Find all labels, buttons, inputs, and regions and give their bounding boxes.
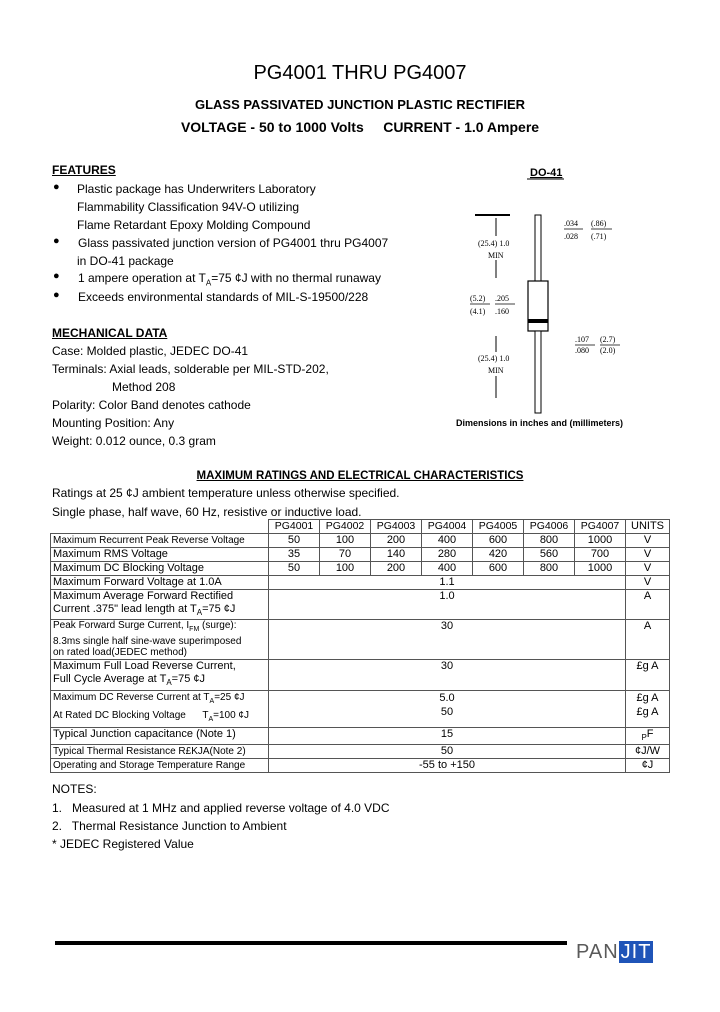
- dim-text: (5.2): [470, 294, 486, 303]
- mechanical-line: Terminals: Axial leads, solderable per MIL-STD-202,: [52, 362, 329, 376]
- dim-text: .107: [575, 335, 589, 344]
- notes-heading: NOTES:: [52, 782, 97, 796]
- package-diagram: [450, 160, 650, 440]
- features-heading: FEATURES: [52, 163, 116, 177]
- package-label: DO-41: [530, 167, 563, 179]
- dim-text: (.71): [591, 232, 607, 241]
- note-line: * JEDEC Registered Value: [52, 837, 194, 851]
- ratings-note: Single phase, half wave, 60 Hz, resistive or inductive load.: [52, 505, 362, 519]
- table-row: Maximum Average Forward Rectified Current .375" lead length at $T_A=75$ ¢J 1.0 A: [51, 590, 670, 620]
- mechanical-line: Polarity: Color Band denotes cathode: [52, 398, 251, 412]
- feature-line: Flammability Classification 94V-O utilizing: [77, 200, 300, 214]
- diode-body: [528, 281, 548, 331]
- dim-text: (25.4) 1.0: [478, 354, 510, 363]
- dim-text: (4.1): [470, 307, 486, 316]
- mechanical-line: Mounting Position: Any: [52, 416, 175, 430]
- dim-text: .028: [564, 232, 578, 241]
- column-header: PG4005: [473, 520, 524, 534]
- dim-text: .080: [575, 346, 589, 355]
- lead-top: [535, 215, 541, 281]
- footer-rule: [55, 941, 567, 945]
- dim-text: .034: [564, 219, 578, 228]
- mechanical-line: Method 208: [112, 380, 176, 394]
- table-row: Maximum DC Blocking Voltage 50 100 200 400 600 800 1000 V: [51, 562, 670, 576]
- column-header: PG4004: [422, 520, 473, 534]
- bullet-icon: ●: [53, 181, 60, 193]
- dim-text: (2.0): [600, 346, 616, 355]
- dim-text: MIN: [488, 251, 504, 260]
- table-header-row: [51, 520, 670, 534]
- mechanical-heading: MECHANICAL DATA: [52, 326, 168, 340]
- feature-line: Flame Retardant Epoxy Molding Compound: [77, 218, 311, 232]
- table-row: Maximum RMS Voltage 35 70 140 280 420 560 700 V: [51, 548, 670, 562]
- note-line: 1. Measured at 1 MHz and applied reverse voltage of 4.0 VDC: [52, 801, 390, 815]
- column-header: PG4006: [524, 520, 575, 534]
- bullet-icon: ●: [53, 235, 60, 247]
- table-row: Operating and Storage Temperature Range -55 to +150 ¢J: [51, 759, 670, 773]
- note-line: 2. Thermal Resistance Junction to Ambient: [52, 819, 287, 833]
- dim-text: .160: [495, 307, 509, 316]
- dim-text: .205: [495, 294, 509, 303]
- page-title: PG4001 THRU PG4007: [253, 62, 467, 84]
- table-row: Maximum Forward Voltage at 1.0A 1.1 V: [51, 576, 670, 590]
- table-row: Typical Junction capacitance (Note 1) 15 $_P$F: [51, 727, 670, 744]
- feature-line: 1 ampere operation at $T_A=75$ ¢J with no thermal runaway: [78, 271, 381, 288]
- table-row: Maximum DC Reverse Current at $T_A=25$ ¢J At Rated DC Blocking Voltage $T_A=100$ ¢J 5.0 50 £g A £g A: [51, 690, 670, 727]
- feature-line: Exceeds environmental standards of MIL-S-19500/228: [78, 290, 369, 304]
- table-row: Peak Forward Surge Current, $I_{FM}$ (surge): 8.3ms single half sine-wave superimposed on rated load(JEDEC method) 30 A: [51, 620, 670, 660]
- table-row: Maximum Full Load Reverse Current, Full Cycle Average at $T_A=75$ ¢J 30 £g A: [51, 659, 670, 690]
- mechanical-line: Case: Molded plastic, JEDEC DO-41: [52, 344, 249, 358]
- mechanical-line: Weight: 0.012 ounce, 0.3 gram: [52, 434, 216, 448]
- dim-text: (2.7): [600, 335, 616, 344]
- table-row: Typical Thermal Resistance R£KJA(Note 2) 50 ¢J/W: [51, 745, 670, 759]
- column-header: PG4003: [371, 520, 422, 534]
- voltage-current-line: VOLTAGE - 50 to 1000 Volts CURRENT - 1.0 Ampere: [180, 119, 540, 135]
- product-subtitle: GLASS PASSIVATED JUNCTION PLASTIC RECTIFIER: [194, 97, 526, 112]
- dim-text: (.86): [591, 219, 607, 228]
- column-header: PG4002: [320, 520, 371, 534]
- diagram-caption: Dimensions in inches and (millimeters): [456, 418, 624, 428]
- feature-line: Glass passivated junction version of PG4001 thru PG4007: [78, 236, 389, 250]
- brand-logo: PAN JIT: [576, 941, 652, 963]
- feature-line: in DO-41 package: [77, 254, 174, 268]
- column-header: PG4007: [575, 520, 626, 534]
- bullet-icon: ●: [53, 289, 60, 301]
- ratings-note: Ratings at 25 ¢J ambient temperature unless otherwise specified.: [52, 486, 400, 500]
- ratings-heading: MAXIMUM RATINGS AND ELECTRICAL CHARACTERISTICS: [196, 470, 524, 482]
- column-header: UNITS: [626, 520, 670, 534]
- dim-text: (25.4) 1.0: [478, 239, 510, 248]
- cathode-band: [528, 319, 548, 323]
- lead-bottom: [535, 331, 541, 413]
- table-row: Maximum Recurrent Peak Reverse Voltage 50 100 200 400 600 800 1000 V: [51, 534, 670, 548]
- column-header: PG4001: [269, 520, 320, 534]
- bullet-icon: ●: [53, 270, 60, 282]
- ratings-table: [50, 519, 670, 773]
- dim-text: MIN: [488, 366, 504, 375]
- feature-line: Plastic package has Underwriters Laboratory: [77, 182, 316, 196]
